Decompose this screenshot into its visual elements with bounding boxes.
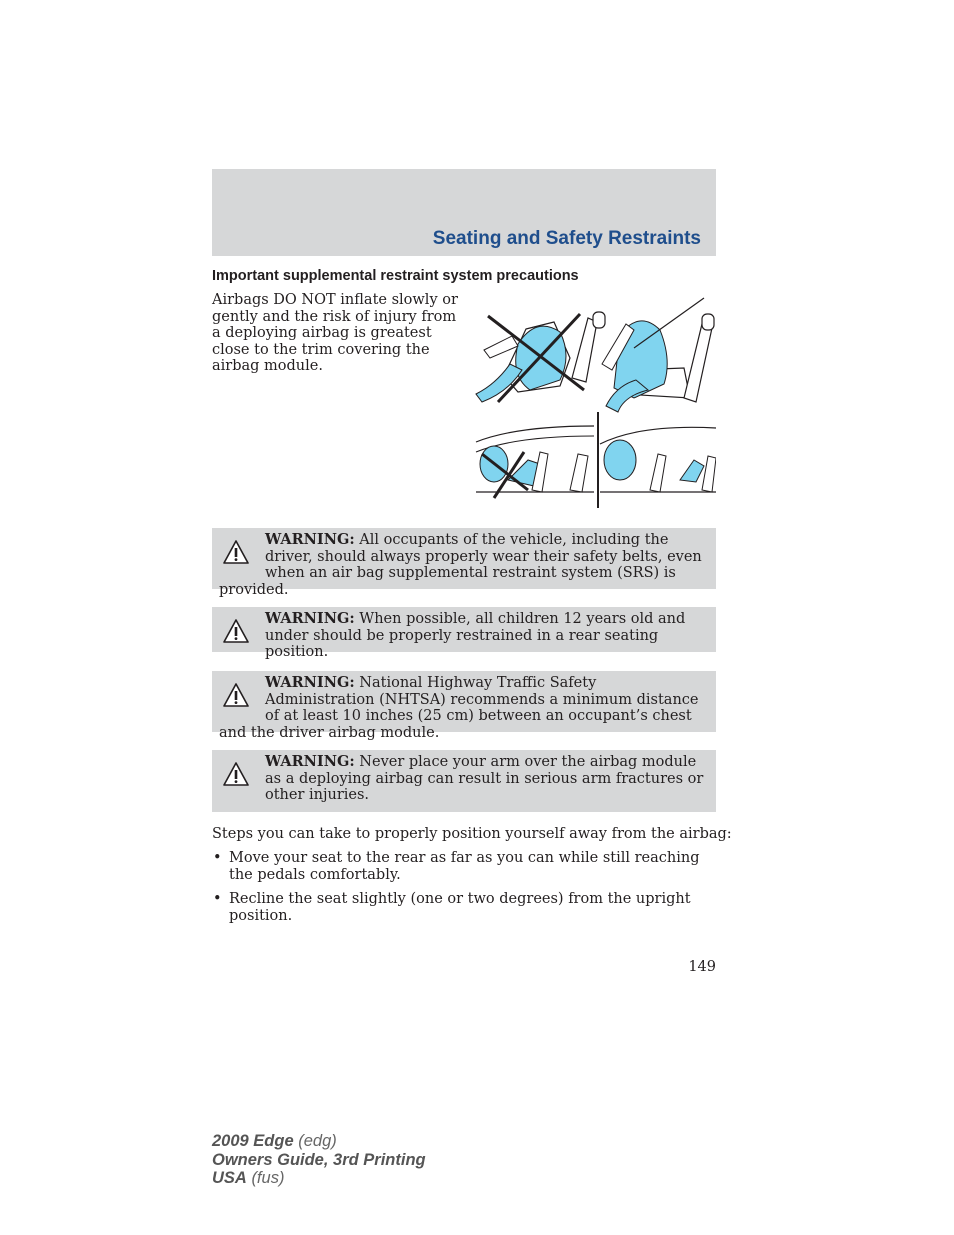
- warning-label: WARNING:: [265, 674, 355, 691]
- list-item-text: Recline the seat slightly (one or two degrees) from the upright position.: [229, 891, 691, 924]
- page-number: 149: [688, 959, 716, 975]
- bullet-icon: •: [213, 891, 222, 908]
- child-seat-front-figure: [476, 426, 594, 498]
- list-item-text: Move your seat to the rear as far as you can while still reaching the pedals comfortably.: [229, 850, 700, 883]
- steps-list: [212, 850, 716, 932]
- list-item: [212, 891, 716, 924]
- steps-intro: Steps you can take to properly position yourself away from the airbag:: [212, 826, 732, 842]
- warning-triangle-icon: [223, 540, 249, 564]
- child-seat-rear-figure: [600, 427, 716, 492]
- footer-market: USA: [212, 1169, 247, 1187]
- intro-paragraph: Airbags DO NOT inflate slowly or gently and the risk of injury from a deploying airbag is greatest close to the trim covering the airbag module.: [212, 292, 458, 375]
- warning-triangle-icon: [223, 619, 249, 643]
- warning-triangle-icon: [223, 762, 249, 786]
- warning-triangle-icon: [223, 683, 249, 707]
- list-item: [212, 850, 716, 883]
- footer-model: 2009 Edge: [212, 1132, 294, 1150]
- warning-text: All occupants of the vehicle, including the driver, should always properly wear their safety belts, even when an air bag supplemental restraint system (SRS) is provided.: [219, 532, 702, 598]
- airbag-positioning-illustration: [474, 294, 716, 510]
- section-title: Seating and Safety Restraints: [432, 228, 701, 249]
- warning-box: [212, 607, 716, 661]
- warning-text: National Highway Traffic Safety Administration (NHTSA) recommends a minimum distance of at least 10 inches (25 cm) between an occupant’s chest and the driver airbag module.: [219, 675, 699, 741]
- warning-label: WARNING:: [265, 531, 355, 548]
- subsection-heading: Important supplemental restraint system precautions: [212, 268, 579, 284]
- warning-box: [212, 671, 716, 741]
- bullet-icon: •: [213, 850, 222, 866]
- warning-text: When possible, all children 12 years old and under should be properly restrained in a rear seating position.: [265, 611, 686, 661]
- footer-model-code: (edg): [298, 1132, 337, 1150]
- warning-text: Never place your arm over the airbag module as a deploying airbag can result in serious arm fractures or other injuries.: [265, 754, 704, 804]
- occupant-correct-figure: [602, 298, 714, 412]
- warning-label: WARNING:: [265, 753, 355, 770]
- footer-market-code: (fus): [251, 1169, 285, 1187]
- document-footer: [212, 1132, 426, 1188]
- warning-box: [212, 750, 716, 812]
- warning-label: WARNING:: [265, 610, 355, 627]
- footer-guide-edition: Owners Guide, 3rd Printing: [212, 1150, 426, 1169]
- occupant-too-close-figure: [476, 312, 605, 402]
- section-header-band: [212, 169, 716, 256]
- warning-box: [212, 528, 716, 598]
